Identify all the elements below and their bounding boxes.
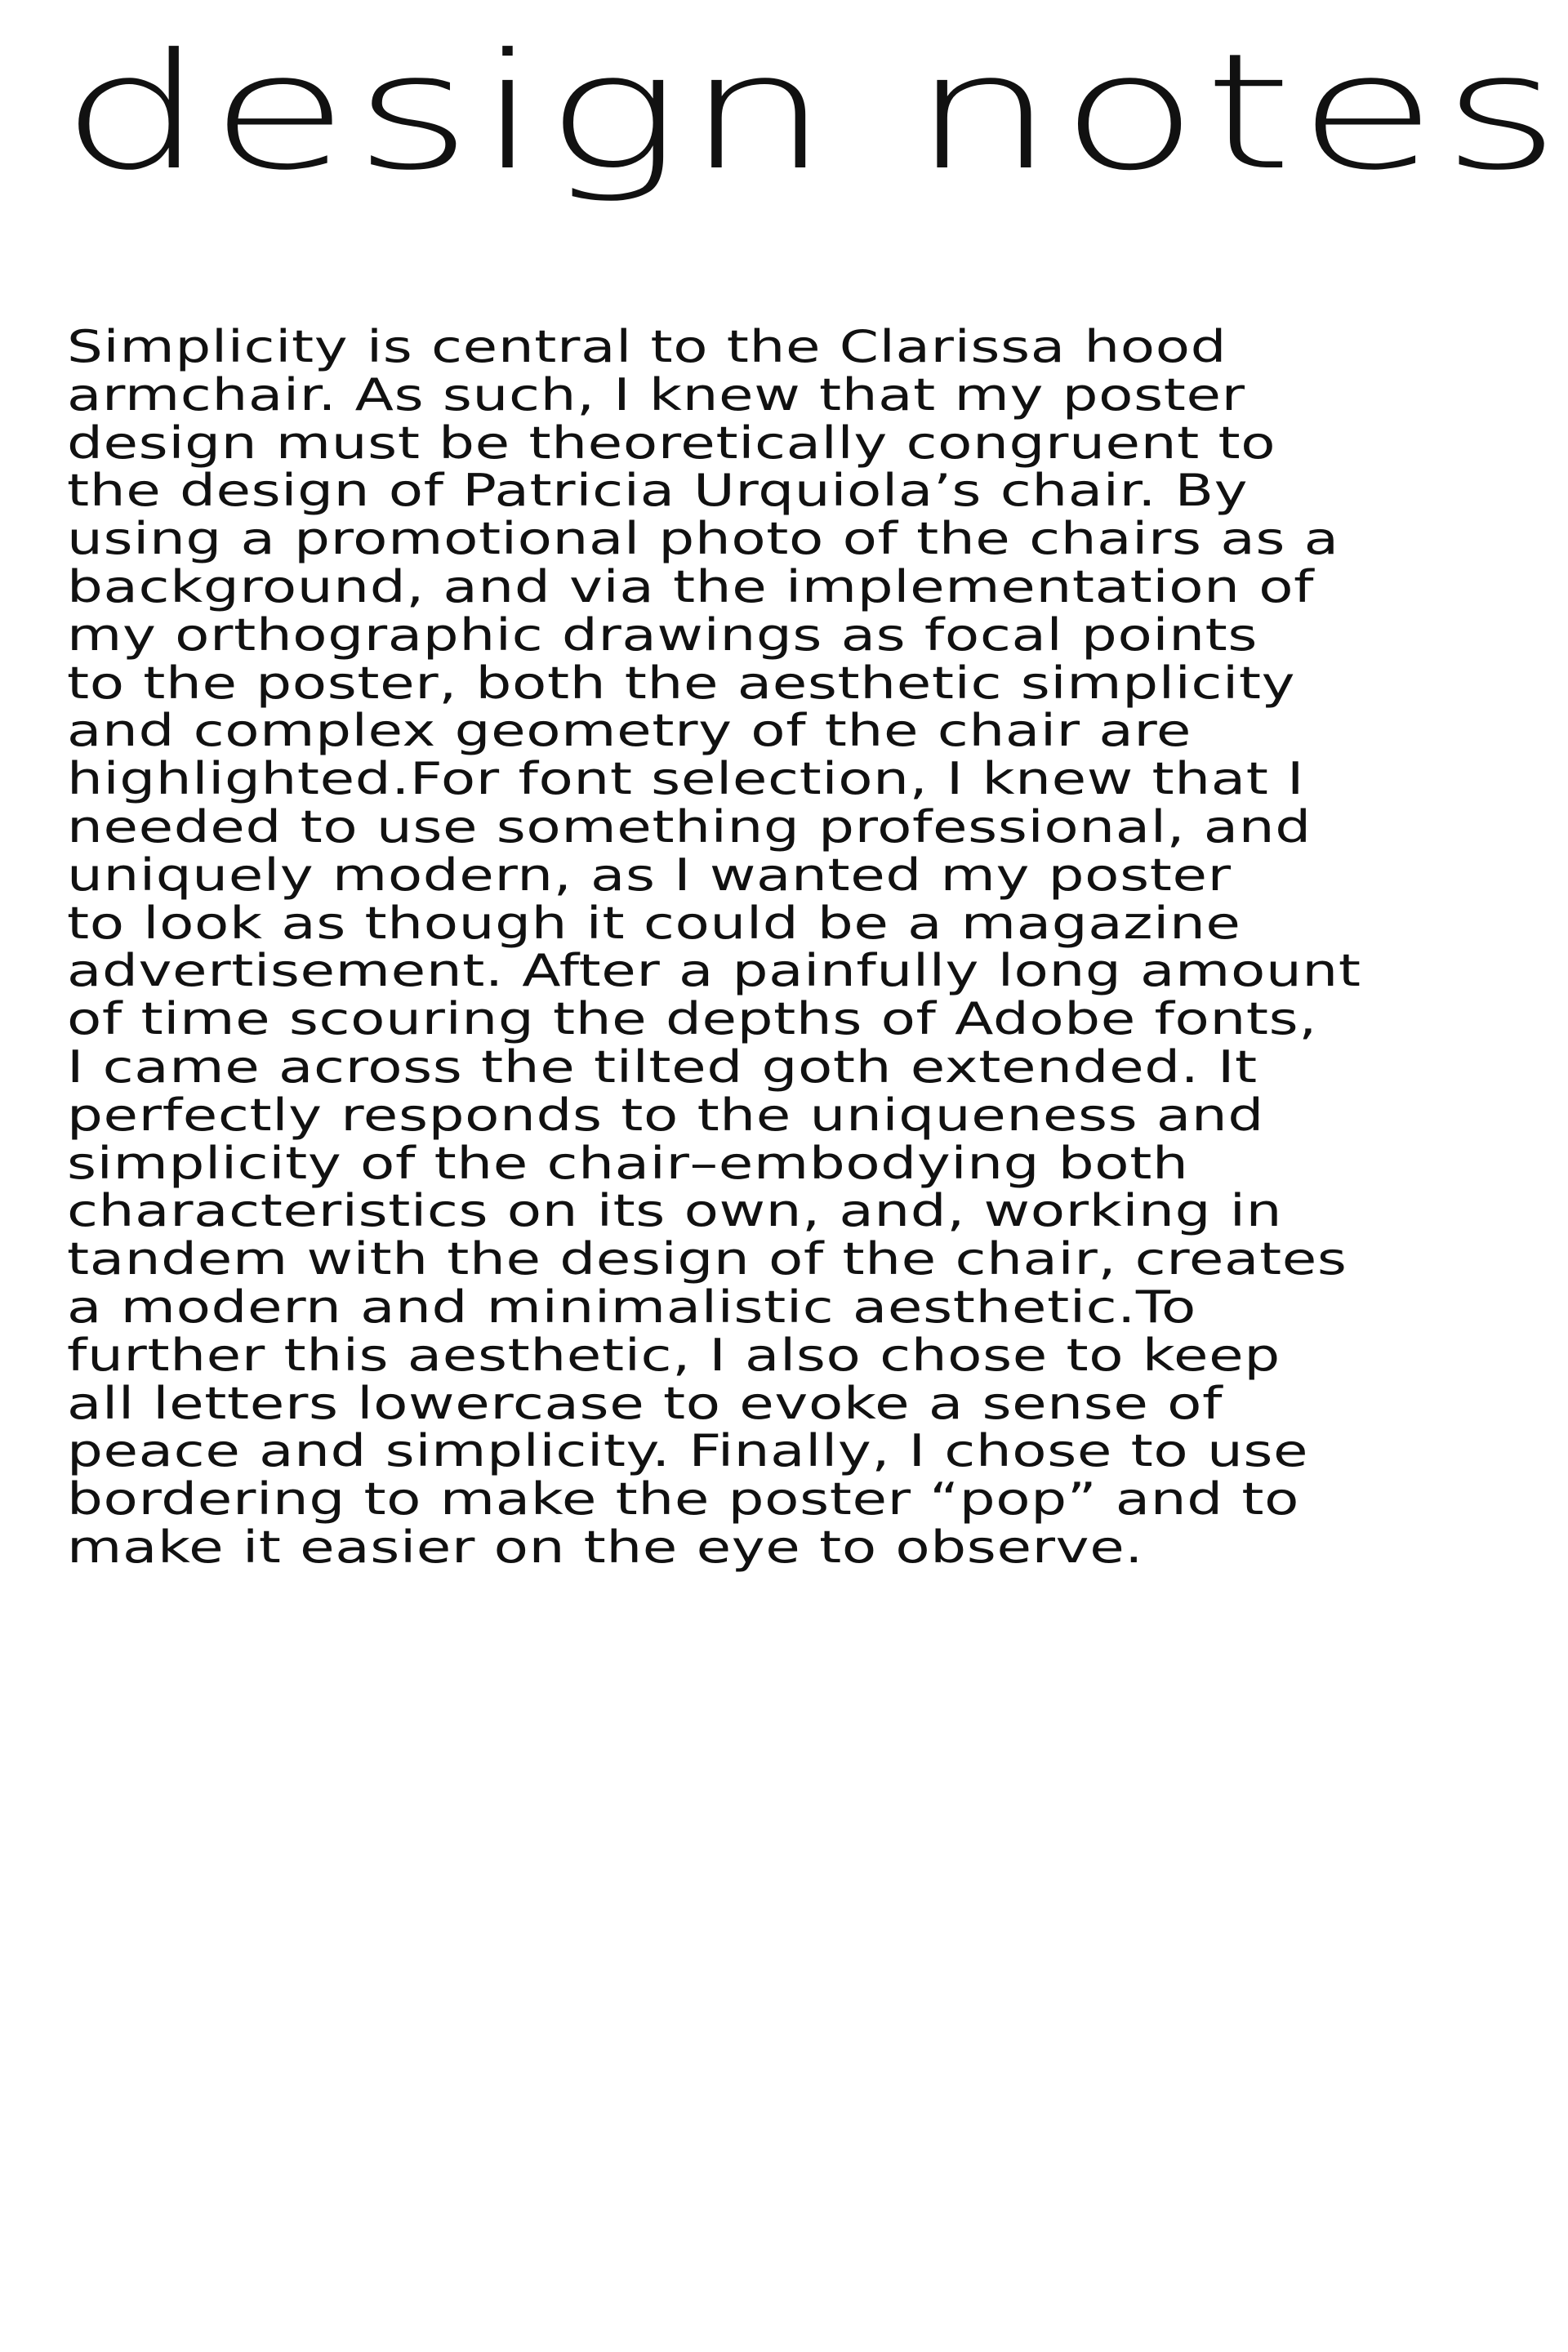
paragraph-line: a modern and minimalistic aesthetic.To xyxy=(67,1281,1196,1333)
paragraph-line: further this aesthetic, I also chose to keep xyxy=(67,1329,1281,1381)
paragraph-line: to the poster, both the aesthetic simplicity xyxy=(67,657,1296,709)
paragraph-line: using a promotional photo of the chairs as a xyxy=(67,513,1339,565)
paragraph-line: make it easier on the eye to observe. xyxy=(67,1521,1143,1573)
paragraph-line: background, and via the implementation of xyxy=(67,560,1315,612)
paragraph-line: needed to use something professional, and xyxy=(67,800,1312,853)
paragraph-line: armchair. As such, I knew that my poster xyxy=(67,368,1245,421)
paragraph-line: all letters lowercase to evoke a sense of xyxy=(67,1377,1223,1429)
paragraph-line: uniquely modern, as I wanted my poster xyxy=(67,849,1232,901)
paragraph-line: advertisement. After a painfully long amount xyxy=(67,945,1361,997)
paragraph-line: design must be theoretically congruent to xyxy=(67,416,1276,469)
paragraph-line: bordering to make the poster “pop” and to xyxy=(67,1473,1300,1526)
paragraph-line: simplicity of the chair–embodying both xyxy=(67,1137,1189,1189)
paragraph-line: to look as though it could be a magazine xyxy=(67,897,1241,949)
paragraph-line: peace and simplicity. Finally, I chose to use xyxy=(67,1425,1309,1477)
paragraph-line: I came across the tilted goth extended. It xyxy=(67,1040,1258,1093)
paragraph-line: tandem with the design of the chair, creates xyxy=(67,1233,1348,1285)
paragraph-line: my orthographic drawings as focal points xyxy=(67,608,1258,661)
paragraph-line: of time scouring the depths of Adobe fonts, xyxy=(67,993,1317,1045)
paragraph-line: the design of Patricia Urquiola’s chair. By xyxy=(67,465,1249,517)
paragraph-line: perfectly responds to the uniqueness and xyxy=(67,1089,1264,1141)
paragraph-line: and complex geometry of the chair are xyxy=(67,705,1192,757)
paragraph-line: characteristics on its own, and, working in xyxy=(67,1185,1283,1237)
body-paragraph xyxy=(67,323,1537,1572)
paragraph-line: Simplicity is central to the Clarissa hood xyxy=(67,321,1227,372)
paragraph-line: highlighted.For font selection, I knew that I xyxy=(67,753,1305,805)
page-title: design notes xyxy=(60,20,1566,206)
